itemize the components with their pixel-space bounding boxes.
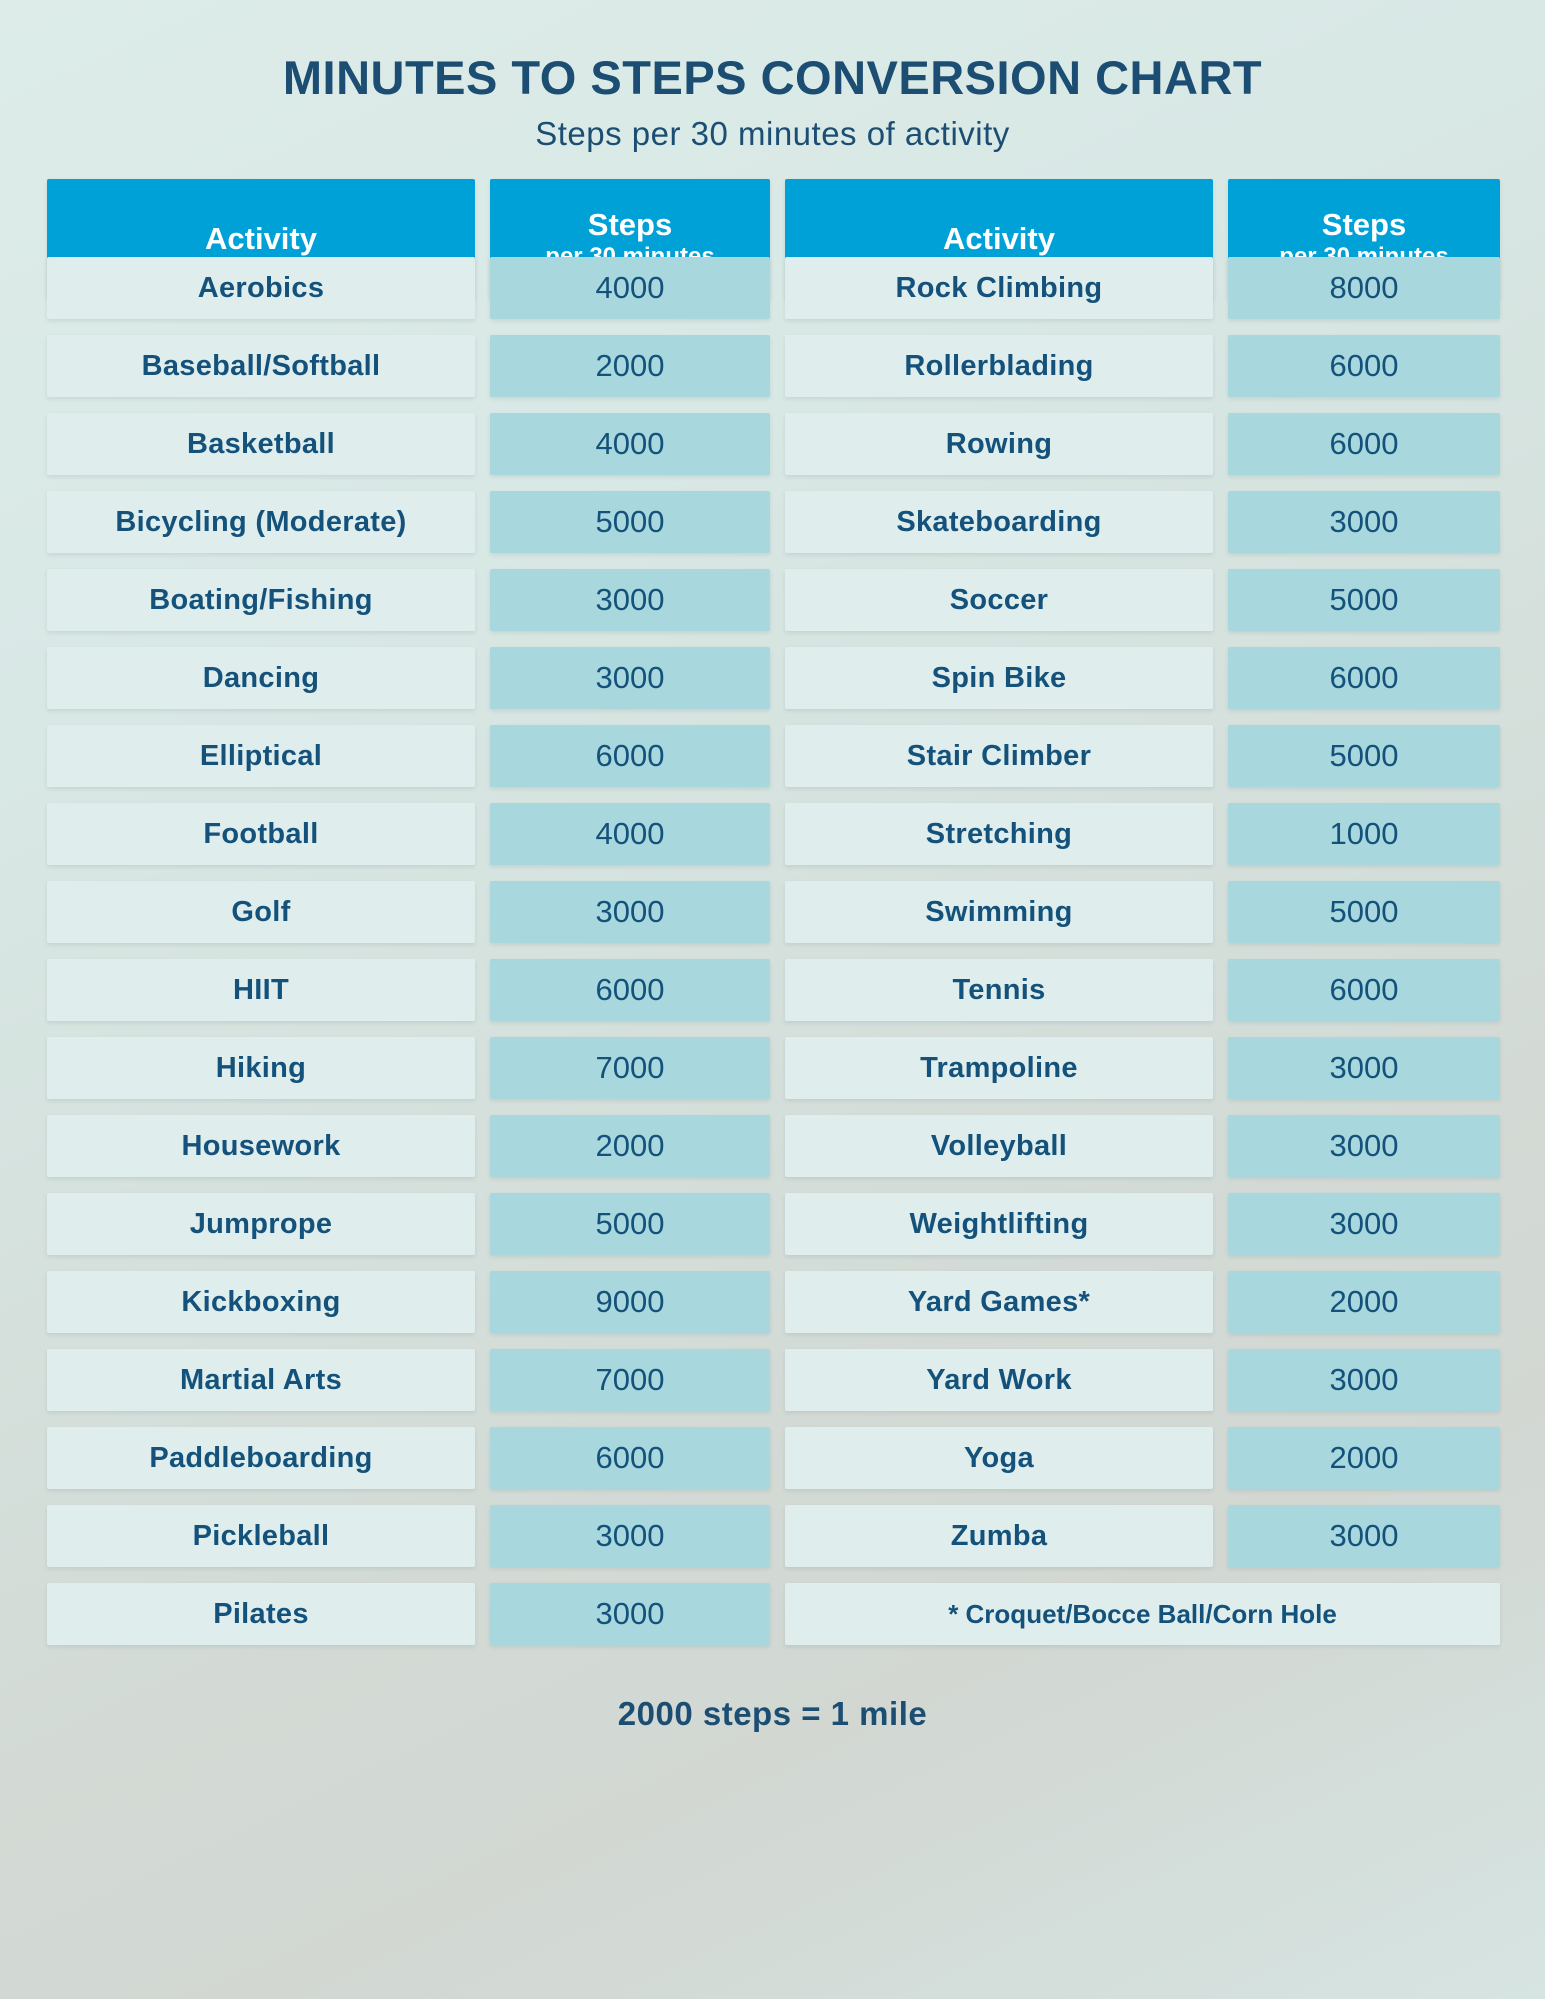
left-table (47, 179, 770, 1645)
steps-cell: 2000 (490, 335, 770, 397)
right-table (785, 179, 1500, 1645)
steps-cell: 4000 (490, 413, 770, 475)
activity-cell: Pilates (47, 1583, 475, 1645)
activity-cell: Basketball (47, 413, 475, 475)
activity-cell: Jumprope (47, 1193, 475, 1255)
activity-cell: Volleyball (785, 1115, 1213, 1177)
activity-cell: Trampoline (785, 1037, 1213, 1099)
activity-cell: Hiking (47, 1037, 475, 1099)
activity-cell: Bicycling (Moderate) (47, 491, 475, 553)
steps-cell: 5000 (1228, 569, 1500, 631)
steps-cell: 6000 (1228, 335, 1500, 397)
steps-cell: 3000 (490, 1505, 770, 1567)
activity-cell: Martial Arts (47, 1349, 475, 1411)
steps-cell: 3000 (1228, 1505, 1500, 1567)
activity-cell: Aerobics (47, 257, 475, 319)
steps-cell: 3000 (490, 647, 770, 709)
activity-cell: Kickboxing (47, 1271, 475, 1333)
activity-cell: Yoga (785, 1427, 1213, 1489)
steps-cell: 3000 (490, 1583, 770, 1645)
steps-cell: 7000 (490, 1037, 770, 1099)
steps-cell: 3000 (1228, 1349, 1500, 1411)
steps-cell: 5000 (1228, 725, 1500, 787)
activity-cell: Spin Bike (785, 647, 1213, 709)
steps-cell: 5000 (490, 1193, 770, 1255)
steps-cell: 1000 (1228, 803, 1500, 865)
activity-cell: Elliptical (47, 725, 475, 787)
steps-cell: 6000 (1228, 413, 1500, 475)
activity-cell: Football (47, 803, 475, 865)
activity-cell: Golf (47, 881, 475, 943)
activity-header-label: Activity (205, 221, 317, 257)
activity-cell: Rowing (785, 413, 1213, 475)
activity-cell: Zumba (785, 1505, 1213, 1567)
steps-cell: 4000 (490, 803, 770, 865)
activity-cell: Rock Climbing (785, 257, 1213, 319)
activity-cell: Tennis (785, 959, 1213, 1021)
steps-cell: 5000 (490, 491, 770, 553)
activity-cell: Housework (47, 1115, 475, 1177)
steps-cell: 3000 (1228, 491, 1500, 553)
steps-cell: 2000 (490, 1115, 770, 1177)
activity-cell: Paddleboarding (47, 1427, 475, 1489)
steps-cell: 4000 (490, 257, 770, 319)
steps-cell: 6000 (490, 725, 770, 787)
activity-cell: Yard Games* (785, 1271, 1213, 1333)
footnote-cell: * Croquet/Bocce Ball/Corn Hole (785, 1583, 1500, 1645)
activity-header-label: Activity (943, 221, 1055, 257)
activity-cell: Baseball/Softball (47, 335, 475, 397)
steps-cell: 3000 (1228, 1193, 1500, 1255)
activity-cell: Stair Climber (785, 725, 1213, 787)
steps-cell: 5000 (1228, 881, 1500, 943)
steps-cell: 3000 (490, 569, 770, 631)
conversion-table (47, 179, 1500, 1645)
steps-cell: 6000 (1228, 647, 1500, 709)
steps-cell: 9000 (490, 1271, 770, 1333)
steps-cell: 6000 (1228, 959, 1500, 1021)
activity-cell: Yard Work (785, 1349, 1213, 1411)
activity-cell: Skateboarding (785, 491, 1213, 553)
steps-header-label: Steps (1321, 207, 1407, 243)
activity-cell: Stretching (785, 803, 1213, 865)
steps-cell: 3000 (1228, 1037, 1500, 1099)
activity-cell: Swimming (785, 881, 1213, 943)
conversion-note: 2000 steps = 1 mile (617, 1695, 928, 1732)
steps-cell: 7000 (490, 1349, 770, 1411)
activity-cell: HIIT (47, 959, 475, 1021)
activity-cell: Soccer (785, 569, 1213, 631)
steps-cell: 8000 (1228, 257, 1500, 319)
activity-cell: Pickleball (47, 1505, 475, 1567)
steps-cell: 6000 (490, 1427, 770, 1489)
activity-cell: Rollerblading (785, 335, 1213, 397)
activity-cell: Weightlifting (785, 1193, 1213, 1255)
activity-cell: Boating/Fishing (47, 569, 475, 631)
steps-cell: 3000 (490, 881, 770, 943)
page-title: MINUTES TO STEPS CONVERSION CHART (282, 51, 1263, 104)
steps-cell: 3000 (1228, 1115, 1500, 1177)
activity-cell: Dancing (47, 647, 475, 709)
steps-cell: 2000 (1228, 1427, 1500, 1489)
steps-header-label: Steps (587, 207, 673, 243)
page-subtitle: Steps per 30 minutes of activity (535, 115, 1010, 152)
steps-cell: 2000 (1228, 1271, 1500, 1333)
steps-cell: 6000 (490, 959, 770, 1021)
